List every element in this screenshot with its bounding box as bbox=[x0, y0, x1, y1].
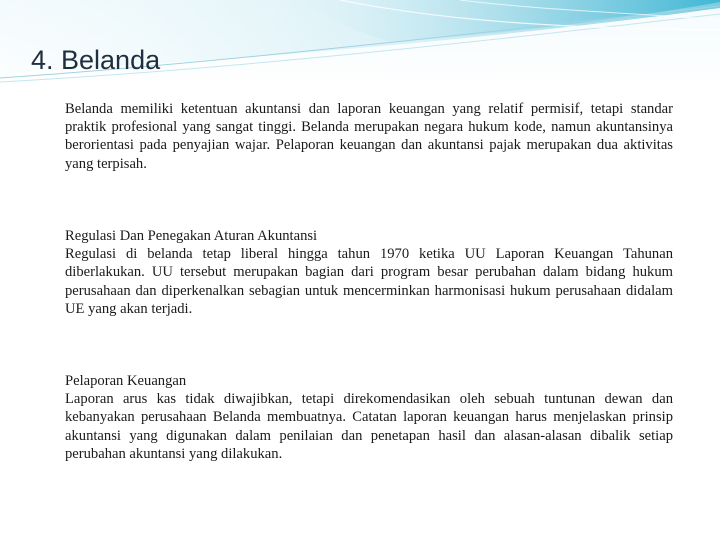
regulation-heading: Regulasi Dan Penegakan Aturan Akuntansi bbox=[65, 228, 318, 244]
slide-title: 4. Belanda bbox=[31, 45, 161, 75]
intro-paragraph: Belanda memiliki ketentuan akuntansi dan laporan keuangan yang relatif permisif, tetapi standar praktik profesional yang sangat tinggi. Belanda merupakan negara hukum kode, namun akuntansinya berorientasi pada penyajian wajar. Pelaporan keuangan dan akuntansi pajak merupakan dua aktivitas yang terpisah. bbox=[65, 101, 673, 172]
reporting-section bbox=[65, 372, 673, 463]
reporting-paragraph: Laporan arus kas tidak diwajibkan, tetapi direkomendasikan oleh sebuah tuntunan dewan dan kebanyakan perusahaan Belanda membuatnya. Catatan laporan keuangan harus menjelaskan prinsip akuntansi yang digunakan dalam penilaian dan penetapan hasil dan alasan-alasan dibalik setiap perubahan akuntansi yang dilakukan. bbox=[65, 391, 673, 462]
intro-section bbox=[65, 100, 673, 173]
regulation-paragraph: Regulasi di belanda tetap liberal hingga tahun 1970 ketika UU Laporan Keuangan Tahunan diberlakukan. UU tersebut merupakan bagian dari program besar perubahan dalam bidang hukum perusahaan dan diperkenalkan sebagian untuk mencerminkan harmonisasi hukum perusahaan didalam UE yang akan terjadi. bbox=[65, 246, 673, 317]
reporting-heading: Pelaporan Keuangan bbox=[65, 373, 187, 389]
regulation-section bbox=[65, 227, 673, 318]
